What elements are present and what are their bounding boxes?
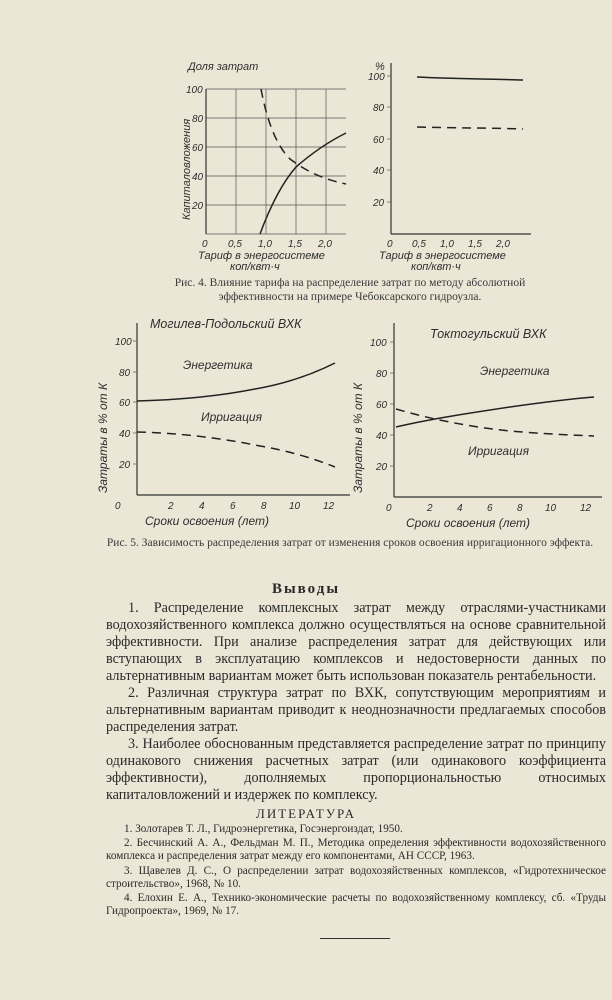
fig4-left-dashed-curve	[261, 89, 346, 184]
fig4-left-top-label: Доля затрат	[188, 61, 259, 73]
fig4-left-x-label-line1: Тариф в энергосистеме	[198, 250, 325, 262]
fig4-right-x-tick-15: 1,5	[468, 239, 482, 250]
fig5-right-title: Токтогульский ВХК	[430, 327, 547, 341]
conclusions-body	[106, 600, 606, 804]
fig4-left-solid-curve	[260, 133, 346, 234]
fig5-right-y-tick-80: 80	[376, 369, 388, 380]
literature-list	[106, 823, 606, 919]
fig5-right-y-axis-label: Затраты в % от К	[351, 382, 365, 493]
fig5-left-x-tick-8: 8	[261, 501, 267, 512]
fig5-left-title: Могилев-Подольский ВХК	[150, 317, 302, 331]
fig5-left-ticks	[133, 341, 137, 464]
fig4-left-y-axis-label: Капиталовложения	[181, 118, 193, 220]
fig5-right-irrigation-curve	[396, 409, 594, 436]
fig5-left-y-tick-20: 20	[119, 460, 131, 471]
fig5-left-x-tick-0: 0	[115, 501, 121, 512]
fig4-right-chart	[355, 55, 545, 275]
fig5-right-x-label: Сроки освоения (лет)	[406, 516, 531, 530]
fig4-left-x-tick-10: 1,0	[258, 239, 272, 250]
fig5-right-x-tick-4: 4	[457, 503, 463, 514]
reference-1: 1. Золотарев Т. Л., Гидроэнергетика, Госэнергоиздат, 1950.	[124, 823, 403, 835]
fig5-left-y-tick-100: 100	[115, 337, 132, 348]
fig5-right-x-tick-2: 2	[427, 503, 433, 514]
fig4-right-top-label: %	[375, 61, 385, 73]
fig5-left-x-tick-12: 12	[323, 501, 335, 512]
conclusion-2: 2. Различная структура затрат по ВХК, сопутствующим мероприятиям и альтернативным вариантам приводит к неоднозначности предлагаемых способов распределения затрат.	[106, 685, 606, 735]
fig5-right-irrigation-label: Ирригация	[468, 444, 530, 458]
fig4-left-x-tick-15: 1,5	[288, 239, 302, 250]
fig4-left-x-tick-05: 0,5	[228, 239, 242, 250]
fig4-right-solid-curve	[417, 77, 523, 80]
fig5-right-energy-curve	[396, 397, 594, 427]
fig5-left-x-tick-2: 2	[168, 501, 174, 512]
fig4-right-y-tick-20: 20	[373, 198, 385, 209]
reference-2: 2. Бесчинский А. А., Фельдман М. П., Методика определения эффективности водохозяйственного комплекса и распределения затрат между его компонентами, АН СССР, 1963.	[106, 837, 606, 863]
fig5-left-x-tick-6: 6	[230, 501, 236, 512]
fig5-right-y-tick-40: 40	[376, 431, 388, 442]
fig5-right-ticks	[390, 342, 394, 466]
fig5-left-irrigation-label: Ирригация	[201, 410, 263, 424]
fig4-right-y-tick-80: 80	[373, 103, 385, 114]
fig5-caption: Рис. 5. Зависимость распределения затрат от изменения сроков освоения ирригационного эффекта.	[106, 537, 594, 549]
fig5-right-chart	[350, 313, 612, 533]
fig5-right-x-tick-12: 12	[580, 503, 592, 514]
fig5-right-y-tick-60: 60	[376, 400, 388, 411]
fig5-left-x-tick-10: 10	[289, 501, 301, 512]
reference-4: 4. Елохин Е. А., Технико-экономические расчеты по водохозяйственному комплексу, сб. «Труды Гидропроекта», 1969, № 17.	[106, 892, 606, 918]
conclusion-1: 1. Распределение комплексных затрат между отраслями-участниками водохозяйственного комплекса должно осуществляться на основе сравнительной эффективности. При анализе распределения затрат для действующих или вступающих в эксплуатацию комплексов и недостоверности данных по альтернативным вариантам может быть использован показатель рентабельности.	[106, 600, 606, 684]
fig5-left-y-axis-label: Затраты в % от К	[96, 382, 110, 493]
fig5-left-x-label: Сроки освоения (лет)	[145, 514, 270, 528]
fig4-left-y-tick-60: 60	[192, 143, 204, 154]
fig5-right-x-tick-0: 0	[386, 503, 392, 514]
fig4-right-y-tick-40: 40	[373, 166, 385, 177]
fig5-right-energy-label: Энергетика	[480, 364, 550, 378]
fig5-right-x-tick-6: 6	[487, 503, 493, 514]
fig5-left-chart	[95, 313, 355, 533]
fig5-right-y-tick-20: 20	[376, 462, 388, 473]
fig5-left-y-tick-60: 60	[119, 398, 131, 409]
fig5-right-y-tick-100: 100	[370, 338, 387, 349]
fig4-right-dashed-curve	[417, 127, 523, 129]
fig4-right-x-tick-0: 0	[387, 239, 393, 250]
fig5-left-y-tick-80: 80	[119, 368, 131, 379]
conclusion-3: 3. Наиболее обоснованным представляется распределение затрат по принципу одинакового снижения расчетных затрат (или одинакового коэффициента эффективности), дополняемых пропорциональностью относимых капиталовложений и издержек по комплексу.	[106, 736, 606, 803]
reference-3: 3. Щавелев Д. С., О распределении затрат водохозяйственных комплексов, «Гидротехническое строительство», 1968, № 10.	[106, 864, 606, 890]
fig5-left-energy-label: Энергетика	[183, 358, 253, 372]
fig5-left-x-tick-4: 4	[199, 501, 205, 512]
fig4-caption: Рис. 4. Влияние тарифа на распределение затрат по методу абсолютной эффективности на примере Чебоксарского гидроузла.	[174, 277, 526, 303]
fig4-left-chart	[170, 55, 360, 275]
fig5-left-y-tick-40: 40	[119, 429, 131, 440]
fig4-left-y-tick-40: 40	[192, 172, 204, 183]
end-rule	[320, 938, 390, 939]
fig4-right-x-tick-10: 1,0	[440, 239, 454, 250]
fig4-left-x-tick-0: 0	[202, 239, 208, 250]
fig4-right-x-label-line2: коп/квт·ч	[411, 261, 461, 273]
fig5-left-irrigation-curve	[137, 432, 335, 467]
fig4-left-y-tick-100: 100	[186, 85, 203, 96]
fig5-right-x-tick-8: 8	[517, 503, 523, 514]
literature-title: ЛИТЕРАТУРА	[256, 806, 356, 821]
fig4-left-x-tick-20: 2,0	[318, 239, 332, 250]
fig4-right-x-tick-20: 2,0	[496, 239, 510, 250]
fig4-right-x-tick-05: 0,5	[412, 239, 426, 250]
fig4-right-ticks	[387, 76, 391, 202]
fig4-right-x-label-line1: Тариф в энергосистеме	[379, 250, 506, 262]
fig4-left-y-tick-20: 20	[192, 201, 204, 212]
fig4-left-x-label-line2: коп/квт·ч	[230, 261, 280, 273]
fig4-left-y-tick-80: 80	[192, 114, 204, 125]
fig4-right-y-tick-100: 100	[368, 72, 385, 83]
fig4-left-grid	[206, 89, 346, 234]
conclusions-title: Выводы	[271, 581, 341, 597]
fig4-right-y-tick-60: 60	[373, 135, 385, 146]
fig5-right-x-tick-10: 10	[545, 503, 557, 514]
